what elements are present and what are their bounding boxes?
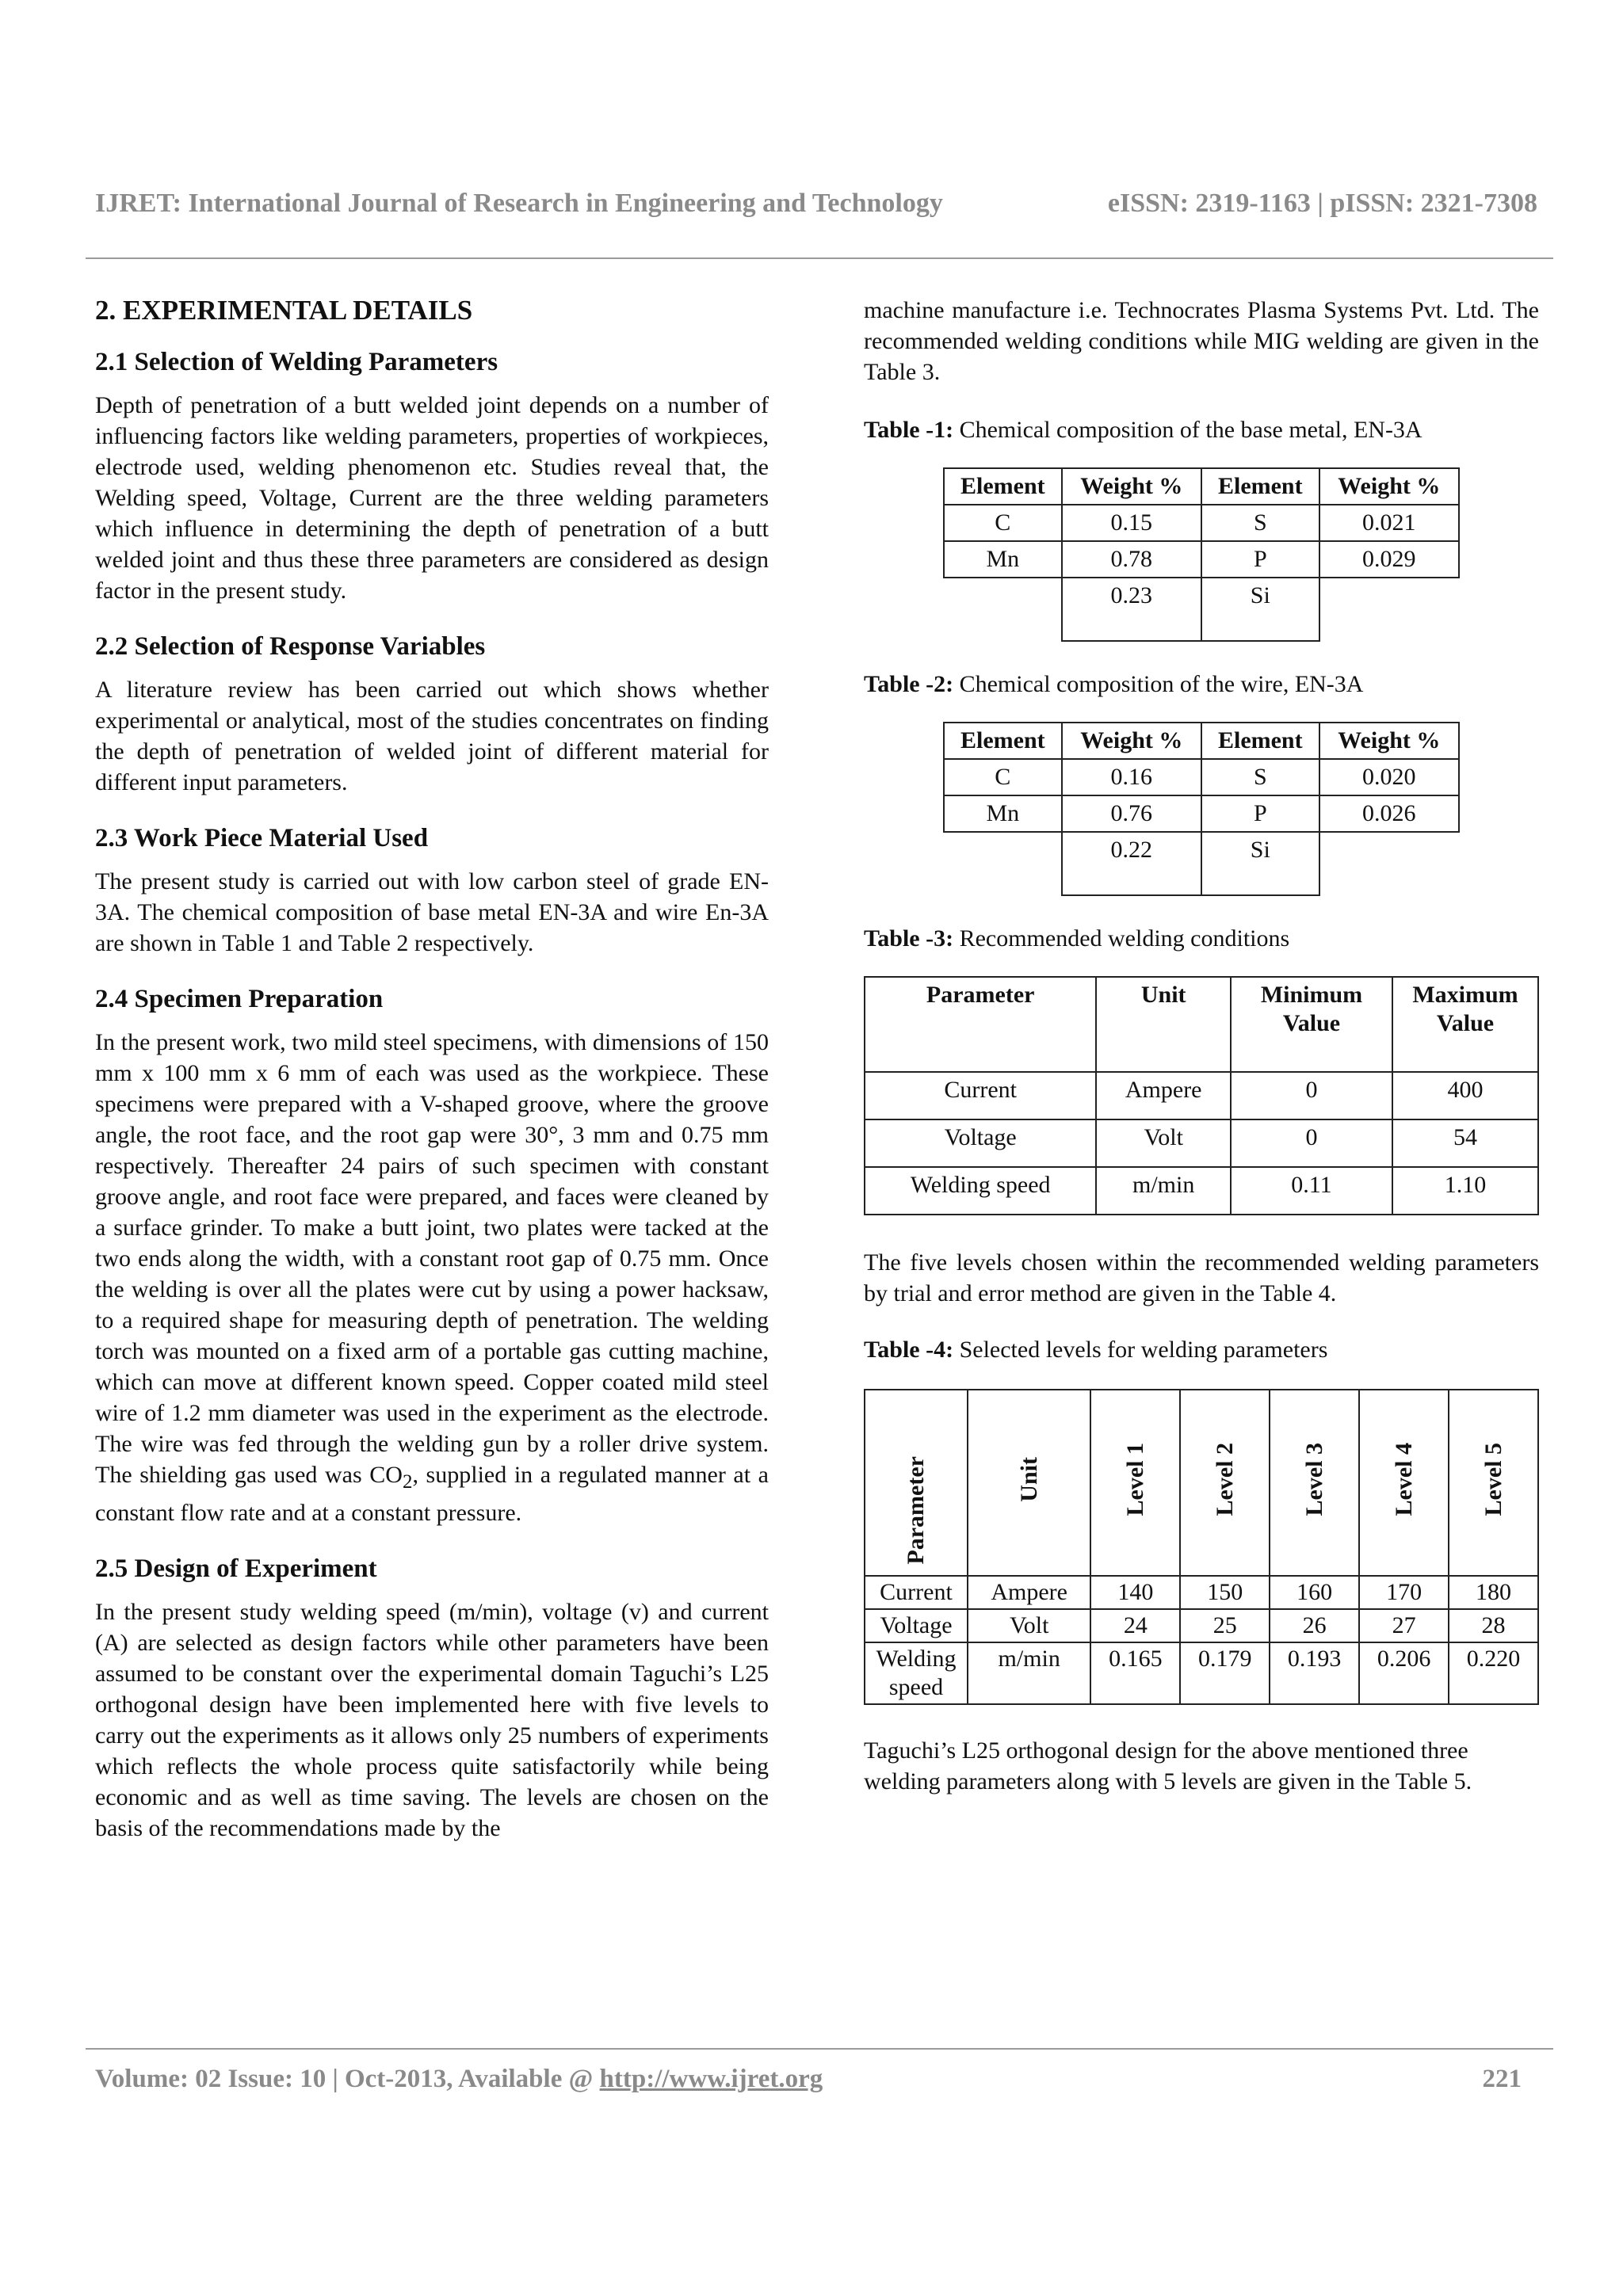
table-header-cell: Element <box>1201 723 1319 759</box>
table-empty-cell <box>1319 578 1459 641</box>
table-empty-cell <box>1319 832 1459 895</box>
table-1 <box>943 467 1460 642</box>
table-cell: 400 <box>1392 1072 1538 1119</box>
table-header-cell: Element <box>944 723 1062 759</box>
table-cell: C <box>944 505 1062 541</box>
table-cell: m/min <box>1096 1167 1231 1215</box>
table-cell: 28 <box>1449 1609 1538 1642</box>
table-4 <box>864 1389 1539 1705</box>
section-2-3-title: 2.3 Work Piece Material Used <box>95 824 429 852</box>
table-cell: 24 <box>1090 1609 1180 1642</box>
journal-title: IJRET: International Journal of Research in Engineering and Technology <box>95 189 943 218</box>
section-title: 2. EXPERIMENTAL DETAILS <box>95 295 473 326</box>
table-cell: 0.026 <box>1319 795 1459 832</box>
section-2-4-title: 2.4 Specimen Preparation <box>95 985 384 1013</box>
table-1-caption-text: Chemical composition of the base metal, EN-3A <box>953 417 1423 443</box>
table-header-text: Level 2 <box>1211 1442 1238 1516</box>
table-cell: 0.220 <box>1449 1642 1538 1704</box>
table-header-row <box>944 723 1459 759</box>
table-header-cell <box>865 1390 968 1576</box>
table-empty-cell <box>944 832 1062 895</box>
table-cell: Welding speed <box>865 1642 968 1704</box>
table-header-text: Level 1 <box>1121 1442 1148 1516</box>
table-header-row <box>944 468 1459 505</box>
section-2-5-title: 2.5 Design of Experiment <box>95 1554 377 1583</box>
table-header-cell <box>1359 1390 1449 1576</box>
table-header-row <box>865 1390 1538 1576</box>
table-cell: Current <box>865 1072 1096 1119</box>
table-cell: 160 <box>1270 1576 1359 1609</box>
table-row <box>865 1576 1538 1609</box>
table-cell: m/min <box>968 1642 1090 1704</box>
table-row <box>944 541 1459 578</box>
right-column <box>864 295 1539 1797</box>
table-2-caption <box>864 669 1539 700</box>
table-cell: Voltage <box>865 1119 1096 1167</box>
section-2-4 <box>95 982 769 1528</box>
table-header-cell: Maximum Value <box>1392 977 1538 1072</box>
table-3 <box>864 976 1539 1215</box>
section-2-4-text-a: In the present work, two mild steel specimens, with dimensions of 150 mm x 100 mm x 6 mm of each was used as the workpiece. These specimens were prepared with a V-shaped groove, where the groove angle, the root face, and the root gap were 30°, 3 mm and 0.75 mm respectively. Thereafter 24 pairs of such specimen with constant groove angle, and root face were prepared, and faces were cleaned by a surface grinder. To make a butt joint, two plates were tacked at the two ends along the width, with a constant root gap of 0.75 mm. Once the welding is over all the plates were cut by using a power hacksaw, to a required shape for measuring depth of penetration. The welding torch was mounted on a fixed arm of a portable gas cutting machine, which can move at different known speed. Copper coated mild steel wire of 1.2 mm diameter was used in the experiment as the electrode. The wire was fed through the welding gun by a roller drive system. The shielding gas used was CO <box>95 1029 769 1488</box>
table-row <box>865 1167 1538 1215</box>
section-2-1-text: Depth of penetration of a butt welded joint depends on a number of influencing factors like welding parameters, properties of workpieces, electrode used, welding phenomenon etc. Studies reveal that, the Welding speed, Voltage, Current are the three welding parameters which influence in determining the depth of penetration of a butt welded joint and thus these three parameters are considered as design factor in the present study. <box>95 392 769 604</box>
table-2-caption-text: Chemical composition of the wire, EN-3A <box>953 671 1364 697</box>
table-header-cell: Weight % <box>1062 468 1201 505</box>
table-cell: Ampere <box>968 1576 1090 1609</box>
section-2-1-title: 2.1 Selection of Welding Parameters <box>95 348 498 376</box>
right-intro-text: machine manufacture i.e. Technocrates Plasma Systems Pvt. Ltd. The recommended welding conditions while MIG welding are given in the Table 3. <box>864 297 1539 385</box>
table-cell: 0.029 <box>1319 541 1459 578</box>
table-cell: 1.10 <box>1392 1167 1538 1215</box>
table-header-cell <box>1180 1390 1270 1576</box>
section-2-4-text <box>95 1027 769 1528</box>
section-2-5 <box>95 1552 769 1844</box>
table-cell: Si <box>1201 832 1319 895</box>
table-header-text: Level 5 <box>1480 1442 1507 1516</box>
table-cell: 180 <box>1449 1576 1538 1609</box>
table-4-intro-text: The five levels chosen within the recommended welding parameters by trial and error method are given in the Table 4. <box>864 1249 1539 1306</box>
section-2-3-text: The present study is carried out with low carbon steel of grade EN-3A. The chemical composition of base metal EN-3A and wire En-3A are shown in Table 1 and Table 2 respectively. <box>95 868 769 956</box>
table-cell: 0 <box>1231 1119 1392 1167</box>
table-row <box>944 832 1459 895</box>
table-row <box>944 578 1459 641</box>
table-4-caption <box>864 1334 1539 1365</box>
section-2-2 <box>95 630 769 798</box>
table-cell: P <box>1201 541 1319 578</box>
table-cell: 0.179 <box>1180 1642 1270 1704</box>
table-cell: 0.22 <box>1062 832 1201 895</box>
table-header-cell: Parameter <box>865 977 1096 1072</box>
table-row <box>865 1072 1538 1119</box>
table-header-cell <box>1090 1390 1180 1576</box>
table-header-text: Unit <box>1015 1456 1042 1502</box>
table-cell: S <box>1201 505 1319 541</box>
table-row <box>944 759 1459 795</box>
page-number: 221 <box>1482 2065 1522 2093</box>
table-header-cell: Unit <box>1096 977 1231 1072</box>
table-header-cell: Weight % <box>1319 468 1459 505</box>
table-cell: Welding speed <box>865 1167 1096 1215</box>
table-cell: 140 <box>1090 1576 1180 1609</box>
co2-subscript: 2 <box>402 1471 413 1493</box>
table-cell: 0 <box>1231 1072 1392 1119</box>
table-header-cell: Element <box>944 468 1062 505</box>
table-cell: Ampere <box>1096 1072 1231 1119</box>
table-row <box>944 795 1459 832</box>
section-2-5-text: In the present study welding speed (m/min), voltage (v) and current (A) are selected as design factors while other parameters have been assumed to be constant over the experimental domain Taguchi’s L25 orthogonal design have been implemented here with five levels to carry out the experiments as it allows only 25 numbers of experiments which reflects the whole process quite satisfactorily while being economic and as well as time saving. The levels are chosen on the basis of the recommendations made by the <box>95 1599 769 1841</box>
table-header-text: Parameter <box>903 1456 929 1565</box>
table-4-label: Table -4: <box>864 1337 954 1363</box>
table-cell: 0.193 <box>1270 1642 1359 1704</box>
left-column <box>95 293 769 1867</box>
issn-info: eISSN: 2319-1163 | pISSN: 2321-7308 <box>1107 189 1537 218</box>
table-header-cell <box>1449 1390 1538 1576</box>
table-header-cell <box>1270 1390 1359 1576</box>
table-header-cell: Element <box>1201 468 1319 505</box>
table-cell: Voltage <box>865 1609 968 1642</box>
table-row <box>865 1609 1538 1642</box>
table-header-row <box>865 977 1538 1072</box>
table-cell: 0.23 <box>1062 578 1201 641</box>
section-2-4-text-b: , supplied in a regulated manner at a constant flow rate and at a constant pressure. <box>95 1462 769 1526</box>
table-cell: P <box>1201 795 1319 832</box>
table-cell: 26 <box>1270 1609 1359 1642</box>
table-row <box>865 1119 1538 1167</box>
table-cell: 27 <box>1359 1609 1449 1642</box>
table-cell: Volt <box>1096 1119 1231 1167</box>
table-1-label: Table -1: <box>864 417 954 443</box>
table-header-cell: Weight % <box>1062 723 1201 759</box>
section-2-1 <box>95 345 769 606</box>
table-row <box>944 505 1459 541</box>
table-cell: 0.15 <box>1062 505 1201 541</box>
table-cell: 0.76 <box>1062 795 1201 832</box>
table-cell: 170 <box>1359 1576 1449 1609</box>
header-divider <box>86 257 1553 259</box>
table-3-caption-text: Recommended welding conditions <box>953 925 1290 952</box>
journal-link[interactable]: http://www.ijret.org <box>599 2065 823 2093</box>
table-cell: 0.206 <box>1359 1642 1449 1704</box>
table-cell: Mn <box>944 541 1062 578</box>
table-cell: Mn <box>944 795 1062 832</box>
table-cell: 150 <box>1180 1576 1270 1609</box>
table-cell: Volt <box>968 1609 1090 1642</box>
table-cell: S <box>1201 759 1319 795</box>
closing-text: Taguchi’s L25 orthogonal design for the above mentioned three welding parameters along with 5 levels are given in the Table 5. <box>864 1737 1472 1794</box>
page-header <box>95 190 1537 217</box>
table-row <box>865 1642 1538 1704</box>
table-header-text: Level 4 <box>1390 1442 1417 1516</box>
table-empty-cell <box>944 578 1062 641</box>
table-cell: 0.78 <box>1062 541 1201 578</box>
table-cell: 0.11 <box>1231 1167 1392 1215</box>
table-1-caption <box>864 414 1539 445</box>
table-cell: C <box>944 759 1062 795</box>
section-2-2-text: A literature review has been carried out which shows whether experimental or analytical, most of the studies concentrates on finding the depth of penetration of welded joint of different material for different input parameters. <box>95 677 769 795</box>
table-3-caption <box>864 923 1539 954</box>
table-3-label: Table -3: <box>864 925 954 952</box>
table-cell: 0.16 <box>1062 759 1201 795</box>
table-header-cell: Minimum Value <box>1231 977 1392 1072</box>
table-cell: Si <box>1201 578 1319 641</box>
table-2-label: Table -2: <box>864 671 954 697</box>
table-cell: 0.165 <box>1090 1642 1180 1704</box>
table-cell: 54 <box>1392 1119 1538 1167</box>
table-cell: 0.020 <box>1319 759 1459 795</box>
table-4-caption-text: Selected levels for welding parameters <box>953 1337 1328 1363</box>
section-2-2-title: 2.2 Selection of Response Variables <box>95 632 486 661</box>
table-2 <box>943 722 1460 896</box>
table-cell: Current <box>865 1576 968 1609</box>
table-cell: 0.021 <box>1319 505 1459 541</box>
table-cell: 25 <box>1180 1609 1270 1642</box>
footer-divider <box>86 2048 1553 2050</box>
table-header-cell: Weight % <box>1319 723 1459 759</box>
section-2-3 <box>95 822 769 959</box>
footer-volume-info: Volume: 02 Issue: 10 | Oct-2013, Available @ <box>95 2065 600 2093</box>
page-footer <box>95 2065 1522 2094</box>
table-header-cell <box>968 1390 1090 1576</box>
table-header-text: Level 3 <box>1300 1442 1327 1516</box>
